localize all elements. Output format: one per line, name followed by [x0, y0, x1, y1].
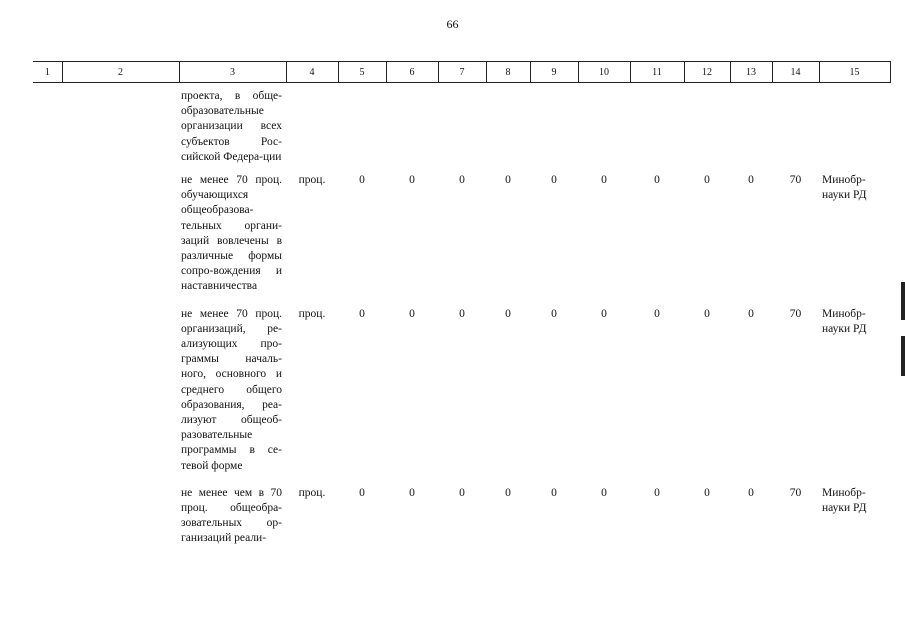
value-cell: 0: [359, 174, 365, 187]
column-header: 3: [179, 62, 286, 83]
table-row: [33, 476, 890, 549]
value-cell: [338, 83, 386, 168]
column-header: 10: [578, 62, 630, 83]
unit-cell: проц.: [298, 307, 326, 320]
value-cell: 0: [505, 307, 511, 320]
value-cell: 0: [654, 486, 660, 499]
value-cell: 0: [654, 174, 660, 187]
table-cell: [33, 476, 62, 549]
value-cell: [438, 83, 486, 168]
value-cell: 0: [459, 486, 465, 499]
table-cell: [33, 83, 62, 168]
target-cell: 70: [789, 307, 802, 320]
value-cell: 0: [748, 486, 754, 499]
column-header: 1: [33, 62, 62, 83]
value-cell: 0: [748, 174, 754, 187]
unit-cell: проц.: [298, 486, 326, 499]
value-cell: 0: [601, 486, 607, 499]
value-cell: 0: [409, 486, 415, 499]
data-table: [33, 61, 891, 549]
indicator-description: не менее чем в 70 проц. общеобра-зовательных ор-ганизаций реали-: [181, 486, 282, 545]
target-cell: [772, 83, 819, 168]
value-cell: 0: [551, 174, 557, 187]
table-cell: [33, 167, 62, 297]
indicator-description: проекта, в обще-образовательные организации всех субъектов Рос-сийской Федера-ции: [181, 90, 282, 163]
indicator-description: не менее 70 проц. организаций, ре-ализующих про-граммы началь-ного, основного и среднего общего образования, реа-лизуют общеоб-разовательные программы в се-тевой форме: [181, 307, 282, 472]
value-cell: 0: [601, 307, 607, 320]
page-number: 66: [446, 17, 459, 31]
value-cell: 0: [704, 486, 710, 499]
value-cell: [486, 83, 530, 168]
value-cell: 0: [704, 174, 710, 187]
target-cell: 70: [789, 174, 802, 187]
table-cell: [62, 297, 179, 476]
value-cell: 0: [654, 307, 660, 320]
value-cell: 0: [505, 486, 511, 499]
column-header: 2: [62, 62, 179, 83]
column-header: 11: [630, 62, 684, 83]
value-cell: 0: [459, 174, 465, 187]
table-cell: [62, 167, 179, 297]
unit-cell: [286, 83, 338, 168]
column-header: 12: [684, 62, 730, 83]
value-cell: 0: [748, 307, 754, 320]
scan-edge-mark: [901, 336, 905, 376]
target-cell: 70: [789, 486, 802, 499]
column-header: 6: [386, 62, 438, 83]
value-cell: [578, 83, 630, 168]
value-cell: 0: [601, 174, 607, 187]
responsible-cell: [819, 83, 890, 168]
column-header: 14: [772, 62, 819, 83]
table-cell: [62, 476, 179, 549]
value-cell: [630, 83, 684, 168]
value-cell: 0: [551, 486, 557, 499]
responsible-cell: Минобр-науки РД: [822, 307, 867, 335]
value-cell: 0: [359, 307, 365, 320]
table-row: [33, 83, 890, 168]
column-header: 7: [438, 62, 486, 83]
column-header: 5: [338, 62, 386, 83]
value-cell: 0: [551, 307, 557, 320]
table-row: [33, 297, 890, 476]
table-row: [33, 167, 890, 297]
value-cell: 0: [459, 307, 465, 320]
unit-cell: проц.: [298, 174, 326, 187]
value-cell: [730, 83, 772, 168]
value-cell: 0: [409, 307, 415, 320]
column-header: 8: [486, 62, 530, 83]
value-cell: [530, 83, 578, 168]
value-cell: 0: [359, 486, 365, 499]
responsible-cell: Минобр-науки РД: [822, 174, 867, 202]
value-cell: 0: [409, 174, 415, 187]
table-cell: [62, 83, 179, 168]
column-header: 4: [286, 62, 338, 83]
column-header: 15: [819, 62, 890, 83]
column-header: 9: [530, 62, 578, 83]
table-header-row: [33, 62, 890, 83]
indicator-description: не менее 70 проц. обучающихся общеобразова-тельных органи-заций вовлечены в различные формы сопро-вождения и наставничества: [181, 174, 282, 293]
value-cell: [684, 83, 730, 168]
scan-edge-mark: [901, 282, 905, 320]
value-cell: [386, 83, 438, 168]
responsible-cell: Минобр-науки РД: [822, 486, 867, 515]
value-cell: 0: [704, 307, 710, 320]
value-cell: 0: [505, 174, 511, 187]
table-cell: [33, 297, 62, 476]
column-header: 13: [730, 62, 772, 83]
